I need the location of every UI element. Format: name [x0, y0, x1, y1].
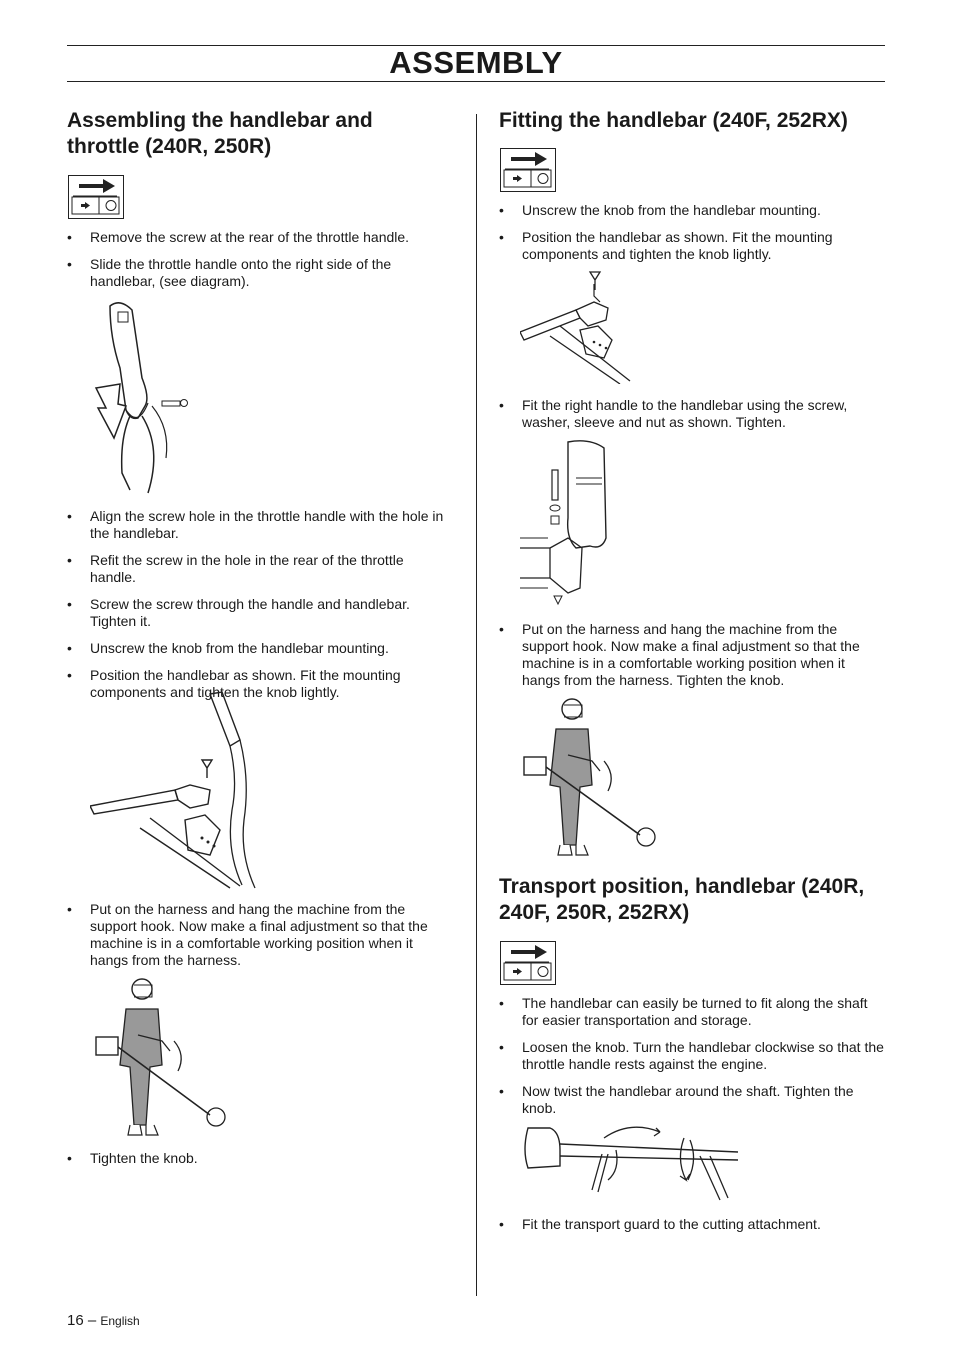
- bullet-list-transport-guard: [499, 1216, 885, 1243]
- bullet-list-fit-right-handle: [499, 397, 885, 441]
- bullet-list-align-screw: [67, 508, 447, 711]
- list-item: • Unscrew the knob from the handlebar mounting.: [67, 640, 447, 657]
- section-title-transport-position: Transport position, handlebar (240R, 240F, 250R, 252RX): [499, 875, 865, 924]
- operator-with-harness-illustration: [90, 975, 240, 1140]
- bullet-list-harness-left: [67, 901, 447, 979]
- throttle-handle-illustration: [90, 298, 210, 498]
- list-item: • Put on the harness and hang the machine from the support hook. Now make a final adjustment so that the machine is in a comfortable working position when it hangs from the harness. Tighten the knob.: [499, 621, 885, 689]
- arrow-right-icon: [501, 942, 554, 983]
- list-item: • Unscrew the knob from the handlebar mounting.: [499, 202, 885, 219]
- instruction-icon-box: [500, 941, 556, 985]
- list-item: • Position the handlebar as shown. Fit the mounting components and tighten the knob lightly.: [67, 667, 447, 701]
- transport-position-illustration: [520, 1120, 742, 1205]
- header-rule-bottom: [67, 81, 885, 82]
- list-item: • The handlebar can easily be turned to fit along the shaft for easier transportation and storage.: [499, 995, 885, 1029]
- list-item: • Slide the throttle handle onto the right side of the handlebar, (see diagram).: [67, 256, 447, 290]
- section-title-fitting-handlebar: Fitting the handlebar (240F, 252RX): [499, 109, 848, 132]
- stop-icon: [538, 967, 548, 977]
- handlebar-mounting-illustration: [90, 690, 280, 890]
- page-number: 16 –: [67, 1312, 97, 1329]
- page-title: ASSEMBLY: [389, 45, 563, 80]
- footer-language: English: [100, 1314, 140, 1328]
- page-footer: [67, 1312, 140, 1329]
- stop-icon: [538, 174, 548, 184]
- list-item: • Align the screw hole in the throttle handle with the hole in the handlebar.: [67, 508, 447, 542]
- list-item: • Now twist the handlebar around the shaft. Tighten the knob.: [499, 1083, 885, 1117]
- bullet-list-harness-right: [499, 621, 885, 699]
- column-divider: [476, 114, 477, 1296]
- list-item: • Fit the transport guard to the cutting attachment.: [499, 1216, 885, 1233]
- bullet-list-remove-screw: [67, 229, 447, 300]
- right-handle-assembly-illustration: [520, 438, 615, 610]
- handlebar-mounting-illustration: [520, 266, 640, 384]
- list-item: • Refit the screw in the hole in the rear of the throttle handle.: [67, 552, 447, 586]
- instruction-icon-box: [500, 148, 556, 192]
- list-item: • Tighten the knob.: [67, 1150, 447, 1167]
- instruction-icon-box: [68, 175, 124, 219]
- list-item: • Position the handlebar as shown. Fit the mounting components and tighten the knob lightly.: [499, 229, 885, 263]
- stop-icon: [106, 201, 116, 211]
- list-item: • Fit the right handle to the handlebar using the screw, washer, sleeve and nut as shown. Tighten.: [499, 397, 885, 431]
- list-item: • Put on the harness and hang the machine from the support hook. Now make a final adjustment so that the machine is in a comfortable working position when it hangs from the harness.: [67, 901, 447, 969]
- arrow-right-icon: [69, 176, 122, 217]
- arrow-right-icon: [501, 149, 554, 190]
- bullet-list-unscrew-knob: [499, 202, 885, 273]
- operator-with-harness-illustration: [520, 695, 670, 860]
- list-item: • Screw the screw through the handle and handlebar. Tighten it.: [67, 596, 447, 630]
- list-item: • Loosen the knob. Turn the handlebar clockwise so that the throttle handle rests against the engine.: [499, 1039, 885, 1073]
- bullet-list-transport: [499, 995, 885, 1127]
- list-item: • Remove the screw at the rear of the throttle handle.: [67, 229, 447, 246]
- bullet-list-tighten-knob: [67, 1150, 447, 1177]
- section-title-assembling-handlebar: Assembling the handlebar and throttle (240R, 250R): [67, 109, 373, 158]
